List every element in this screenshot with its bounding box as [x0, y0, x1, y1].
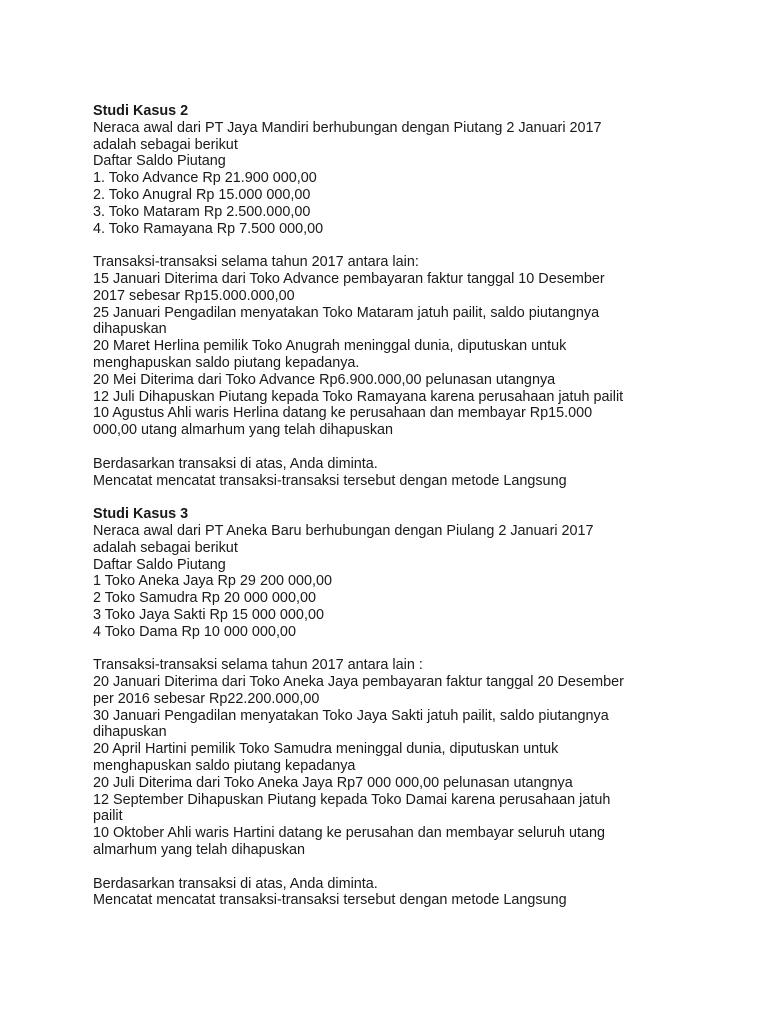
case-3-transaction-line: pailit	[93, 808, 123, 825]
case-2-intro-line: Neraca awal dari PT Jaya Mandiri berhubungan dengan Piutang 2 Januari 2017	[93, 119, 602, 136]
case-2-transaction-line: 12 Juli Dihapuskan Piutang kepada Toko Ramayana karena perusahaan jatuh pailit	[93, 388, 624, 405]
paragraph-gap	[93, 859, 713, 876]
case-3-task-line: Berdasarkan transaksi di atas, Anda diminta.	[93, 875, 378, 892]
paragraph-gap	[93, 439, 713, 456]
case-2-transactions-title: Transaksi-transaksi selama tahun 2017 antara lain:	[93, 254, 419, 271]
case-2-section	[93, 103, 713, 489]
case-3-transaction-line: 20 Juli Diterima dari Toko Aneka Jaya Rp7 000 000,00 pelunasan utangnya	[93, 774, 573, 791]
case-3-intro-line: Neraca awal dari PT Aneka Baru berhubungan dengan Piulang 2 Januari 2017	[93, 522, 594, 539]
case-3-transactions-title: Transaksi-transaksi selama tahun 2017 antara lain :	[93, 657, 423, 674]
case-3-transaction-line: dihapuskan	[93, 724, 167, 741]
case-2-list-title: Daftar Saldo Piutang	[93, 153, 226, 170]
case-2-title: Studi Kasus 2	[93, 103, 189, 119]
case-3-list-item: 4 Toko Dama Rp 10 000 000,00	[93, 623, 296, 640]
case-2-transaction-line: 25 Januari Pengadilan menyatakan Toko Mataram jatuh pailit, saldo piutangnya	[93, 304, 600, 321]
case-3-section	[93, 506, 713, 909]
paragraph-gap	[93, 641, 713, 658]
case-3-transaction-line: menghapuskan saldo piutang kepadanya	[93, 758, 356, 775]
case-3-list-title: Daftar Saldo Piutang	[93, 556, 226, 573]
case-3-transaction-line: per 2016 sebesar Rp22.200.000,00	[93, 690, 320, 707]
case-2-transaction-line: dihapuskan	[93, 321, 167, 338]
case-3-task-line: Mencatat mencatat transaksi-transaksi tersebut dengan metode Langsung	[93, 892, 567, 909]
case-3-transaction-line: 20 Januari Diterima dari Toko Aneka Jaya pembayaran faktur tanggal 20 Desember	[93, 674, 624, 691]
case-2-transaction-line: menghapuskan saldo piutang kepadanya.	[93, 354, 360, 371]
case-2-transaction-line: 000,00 utang almarhum yang telah dihapuskan	[93, 422, 394, 439]
case-2-list-item: 4. Toko Ramayana Rp 7.500 000,00	[93, 220, 324, 237]
case-3-intro-line: adalah sebagai berikut	[93, 539, 238, 556]
case-3-list-item: 1 Toko Aneka Jaya Rp 29 200 000,00	[93, 573, 332, 590]
case-2-transaction-line: 20 Mei Diterima dari Toko Advance Rp6.900.000,00 pelunasan utangnya	[93, 371, 556, 388]
case-3-transaction-line: 10 Oktober Ahli waris Hartini datang ke perusahan dan membayar seluruh utang	[93, 825, 605, 842]
case-2-list-item: 2. Toko Anugral Rp 15.000 000,00	[93, 186, 311, 203]
case-2-list-item: 1. Toko Advance Rp 21.900 000,00	[93, 170, 317, 187]
document-body	[93, 103, 713, 909]
case-2-intro-line: adalah sebagai berikut	[93, 136, 238, 153]
case-2-transaction-line: 2017 sebesar Rp15.000.000,00	[93, 287, 295, 304]
paragraph-gap	[93, 237, 713, 254]
case-3-transaction-line: almarhum yang telah dihapuskan	[93, 842, 305, 859]
case-2-transaction-line: 20 Maret Herlina pemilik Toko Anugrah meninggal dunia, diputuskan untuk	[93, 338, 567, 355]
case-3-transaction-line: 12 September Dihapuskan Piutang kepada Toko Damai karena perusahaan jatuh	[93, 791, 611, 808]
case-2-list-item: 3. Toko Mataram Rp 2.500.000,00	[93, 203, 311, 220]
case-2-transaction-line: 15 Januari Diterima dari Toko Advance pembayaran faktur tanggal 10 Desember	[93, 270, 605, 287]
case-2-task-line: Mencatat mencatat transaksi-transaksi tersebut dengan metode Langsung	[93, 472, 567, 489]
case-3-transaction-line: 20 April Hartini pemilik Toko Samudra meninggal dunia, diputuskan untuk	[93, 741, 559, 758]
case-2-task-line: Berdasarkan transaksi di atas, Anda diminta.	[93, 455, 378, 472]
case-3-list-item: 3 Toko Jaya Sakti Rp 15 000 000,00	[93, 606, 324, 623]
case-3-list-item: 2 Toko Samudra Rp 20 000 000,00	[93, 590, 316, 607]
case-2-transaction-line: 10 Agustus Ahli waris Herlina datang ke perusahaan dan membayar Rp15.000	[93, 405, 593, 422]
case-3-transaction-line: 30 Januari Pengadilan menyatakan Toko Jaya Sakti jatuh pailit, saldo piutangnya	[93, 707, 609, 724]
case-3-title: Studi Kasus 3	[93, 506, 189, 523]
section-gap	[93, 489, 713, 506]
